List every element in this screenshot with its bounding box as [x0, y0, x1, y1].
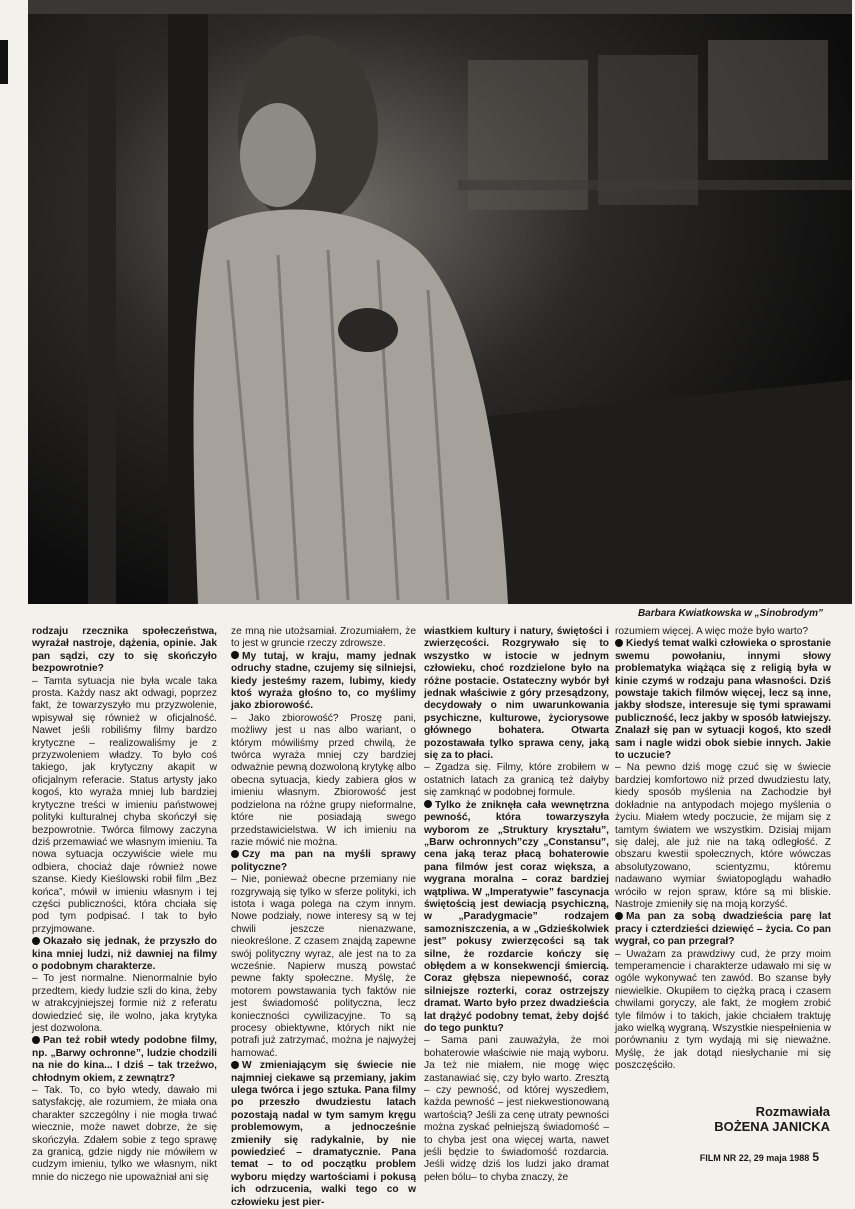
issue-info: FILM NR 22, 29 maja 1988 — [699, 1153, 810, 1163]
question-paragraph — [615, 638, 831, 762]
answer-paragraph — [615, 762, 831, 911]
paragraph-text: – Jako zbiorowość? Proszę pani, możliwy jest u nas albo wariant, o którym mówiliśmy przed chwilą, że twórca wyraża mniej czy bardziej odważnie pewną dozwoloną krytykę albo obecna sytuacja, kiedy zabiera głos w imieniu własnym. Zbiorowość jest podzielona na różne grupy nieformalne, które nie posiadają swego przedstawicielstwa. W ich imieniu na razie mówić nie można. — [231, 712, 416, 848]
bullet-dot-icon — [231, 850, 239, 858]
paragraph-text: – Tamta sytuacja nie była wcale taka prosta. Każdy nasz akt odwagi, poprzez fakt, że towarzyszyło mu przyzwolenie, wpisywał się również w oficjalność. Nawet jeśli robiliśmy filmy bardzo krytyczne – realizowaliśmy je z przyzwoleniem władzy. To było coś takiego, jak krytyczny akapit w oficjalnym referacie. Status artysty jako kogoś, kto wyraża mniej lub bardziej krytyczne treści w imieniu państwowej polityki kulturalnej chyba skończył się bezpowrotnie. Twórca filmowy zaczyna dziś przemawiać we własnym imieniu. Ta nowa sytuacja oczywiście wiele mu odbiera, chociaż daje również nowe szanse. Kiedy Kieślowski robił film „Bez końca”, mówił w imieniu własnym i tej części publiczności, która chciała się pod tym podpisać. I tak to było przyjmowane. — [32, 675, 217, 935]
film-still-photo — [28, 0, 852, 604]
answer-paragraph — [231, 874, 416, 1060]
signature-name: BOŻENA JANICKA — [714, 1119, 830, 1134]
answer-paragraph — [424, 762, 609, 799]
paragraph-text: W zmieniającym się świecie nie najmniej ciekawe są przemiany, jakim ulega twórca i jego sztuka. Pana filmy po przeszło dwudziestu latach pozostają nadal w tym samym kręgu problemowym, a jednocześnie zmieniły się radykalnie, by nie powiedzieć – dramatycznie. Pana temat – to od początku problem wyboru między wartościami i pokusą ich odrzucenia, walki tego co w człowieku jest pier- — [231, 1060, 416, 1208]
paragraph-text: – Nie, ponieważ obecne przemiany nie rozgrywają się tylko w sferze polityki, ich istota i waga polega na czym innym. Nowe podziały, nowe interesy są w tej chwili jeszcze nienazwane, nieokreślone. Z czasem znajdą zapewne swój polityczny wyraz, ale jest na to za wcześnie. Napierw muszą powstać pewne fakty społeczne. Myślę, że motorem powstawania tych faktów nie jest świadomość polityczna, lecz konieczności cywilizacyjne. To są procesy obiektywne, których nikt nie potrafi już zatrzymać, można je najwyżej hamować. — [231, 874, 416, 1059]
photo-illustration — [28, 0, 852, 604]
question-paragraph — [231, 849, 416, 874]
question-paragraph — [424, 626, 609, 762]
question-paragraph — [231, 1060, 416, 1209]
page-footer — [700, 1150, 819, 1164]
question-paragraph — [615, 911, 831, 948]
answer-paragraph — [32, 973, 217, 1035]
question-paragraph — [32, 936, 217, 973]
answer-paragraph — [32, 676, 217, 937]
paragraph-text: Kiedyś temat walki człowieka o sprostanie swemu powołaniu, innymi słowy problematyka wiążąca się z religią była w kinie czymś w rodzaju pana własności. Dziś powstaje takich filmów więcej, lecz są inne, jakby słodsze, interesuje się tymi sprawami publiczność, lecz jakby w sposób łatwiejszy. Znalazł się pan w sytuacji kogoś, kto szedł sam i nagle widzi obok siebie innych. Jakie to uczucie? — [615, 638, 831, 762]
article-column-4 — [615, 626, 831, 1146]
paragraph-text: Okazało się jednak, że przyszło do kina mniej ludzi, niż dawniej na filmy o podobnym charakterze. — [32, 936, 217, 972]
page-edge-marker — [0, 40, 8, 84]
paragraph-text: wiastkiem kultury i natury, świętości i zwierzęcości. Rozgrywało się to wszystko w istocie w jednym człowieku, choć rozdzielone było na różne postacie. Ostateczny wybór był jednak właściwie z góry przesądzony, decydowały o nim uwarunkowania psychiczne, kulturowe, życiorysowe głównego bohatera. Otwarta pozostawała tylko sprawa ceny, jaką się za to płaci. — [424, 626, 609, 762]
bullet-dot-icon — [231, 651, 239, 659]
paragraph-text: Tylko że zniknęła cała wewnętrzna pewność, która towarzyszyła wyborom ze „Struktury kryształu”, „Barw ochronnych”czy „Constansu”, cena jaką teraz płacą bohaterowie pana filmów jest coraz większa, a wygrana moralna – coraz bardziej wątpliwa. W „Imperatywie” fascynacja świętością jest dewiacją psychiczną, w „Paradygmacie” rodzajem samozniszczenia, a w „Gdzieśkolwiek jest” pokusy zwierzęcości są tak silne, że rozdarcie kończy się obłędem a w konsekwencji śmiercią. Coraz głębsza niepewność, coraz silniejsze rozterki, coraz ostrzejszy dramat. Warto było przez dwadzieścia lat drążyć podobny temat, żeby dojść do tego punktu? — [424, 799, 609, 1034]
question-paragraph — [231, 651, 416, 713]
question-paragraph — [424, 800, 609, 1036]
interviewer-signature — [640, 1104, 830, 1134]
photo-caption: Barbara Kwiatkowska w „Sinobrodym” — [637, 608, 823, 619]
article-column-2 — [231, 626, 416, 1208]
paragraph-text: – Uważam za prawdziwy cud, że przy moim temperamencie i charakterze udawało mi się w ogóle wykonywać ten zawód. Bo szanse były niewielkie. Okupiłem to ciężką pracą i czasem chwilami goryczy, ale fakt, że mogłem zrobić tyle filmów i to takich, jakie chciałem traktuję jako wielką wygraną. Wszystkie niespełnienia w porównaniu z tym wydają mi się nieważne. Myślę, że jak dotąd niesłychanie mi się poszczęściło. — [615, 948, 831, 1072]
paragraph-text: – Na pewno dziś mogę czuć się w świecie bardziej komfortowo niż przed dwudziestu laty, kiedy sposób myślenia na Zachodzie był dokładnie na antypodach mojego myślenia o życiu. Miałem wtedy poczucie, że mijam się z tamtym światem we wszystkim. Dzisiaj mijam się dalej, ale już nie na taką odległość. Z obszaru kwestii społecznych, które wówczas absolutyzowano, scientyzmu, któremu nadawano wymiar światopoglądu wahadło wróciło w rejon spraw, które są mi bliskie. Nastroje zmieniły się na moją korzyść. — [615, 762, 831, 910]
paragraph-text: rodzaju rzecznika społeczeństwa, wyrażał nastroje, dążenia, opinie. Jak pan sądzi, czy to się skończyło bezpowrotnie? — [32, 626, 217, 675]
answer-paragraph — [615, 949, 831, 1073]
bullet-dot-icon — [32, 1036, 40, 1044]
page-number: 5 — [812, 1150, 819, 1164]
answer-paragraph — [424, 1035, 609, 1184]
answer-paragraph — [32, 1085, 217, 1184]
paragraph-text: rozumiem więcej. A więc może było warto? — [615, 626, 809, 637]
paragraph-text: – Zgadza się. Filmy, które zrobiłem w ostatnich latach za granicą też dałyby się zamknąć w podobnej formule. — [424, 762, 609, 799]
answer-paragraph — [615, 626, 831, 638]
signature-label: Rozmawiała — [755, 1104, 830, 1119]
bullet-dot-icon — [32, 937, 40, 945]
paragraph-text: – To jest normalne. Nienormalnie było przedtem, kiedy ludzie szli do kina, żeby w atrakcyjniejszej formie niż z referatu dowiedzieć się, ile wolno, jaka krytyka jest dozwolona. — [32, 973, 217, 1034]
question-paragraph — [32, 626, 217, 676]
answer-paragraph — [231, 626, 416, 651]
question-paragraph — [32, 1035, 217, 1085]
paragraph-text: – Sama pani zauważyła, że moi bohaterowie właściwie nie mają wyboru. Ja też nie miałem, nie mogę więc zastanawiać się, czy było warto. Zresztą – czy pewność, od której wyszedłem, każda pewność – jest niekwestionowaną wartością? Jeśli za cenę utraty pewności można zyskać pełniejszą świadomość – to chyba jest ona więcej warta, nawet jeśli będzie to świadomość rozdarcia. Jeśli widzę dziś los ludzi jako dramat pełen bólu– to chyba znaczy, że — [424, 1035, 609, 1183]
paragraph-text: ze mną nie utożsamiał. Zrozumiałem, że to jest w gruncie rzeczy zdrowsze. — [231, 626, 416, 650]
paragraph-text: My tutaj, w kraju, mamy jednak odruchy stadne, czujemy się silniejsi, kiedy jesteśmy razem, lubimy, kiedy ktoś wyraża głośno to, co myślimy jako zbiorowość. — [231, 650, 416, 712]
bullet-dot-icon — [615, 639, 623, 647]
article-column-3 — [424, 626, 609, 1183]
paragraph-text: Pan też robił wtedy podobne filmy, np. „Barwy ochronne”, ludzie chodzili na nie do kina... I dziś – tak trzeźwo, chłodnym okiem, z zewnątrz? — [32, 1035, 217, 1084]
answer-paragraph — [231, 713, 416, 849]
bullet-dot-icon — [231, 1061, 239, 1069]
bullet-dot-icon — [424, 800, 432, 808]
paragraph-text: – Tak. To, co było wtedy, dawało mi satysfakcję, ale rozumiem, że miała ona charakter szczególny i nie mogła trwać wiecznie, może nawet dobrze, że się skończyła. Zdałem sobie z tego sprawę za granicą, gdzie nigdy nie mówiłem w cudzym imieniu, tylko we własnym, nikt mnie do niczego nie upoważniał ani się — [32, 1085, 217, 1183]
bullet-dot-icon — [615, 912, 623, 920]
paragraph-text: Ma pan za sobą dwadzieścia parę lat pracy i czterdzieści dziewięć – życia. Co pan wygrał, co pan przegrał? — [615, 911, 831, 948]
paragraph-text: Czy ma pan na myśli sprawy polityczne? — [231, 849, 416, 873]
article-column-1 — [32, 626, 217, 1183]
